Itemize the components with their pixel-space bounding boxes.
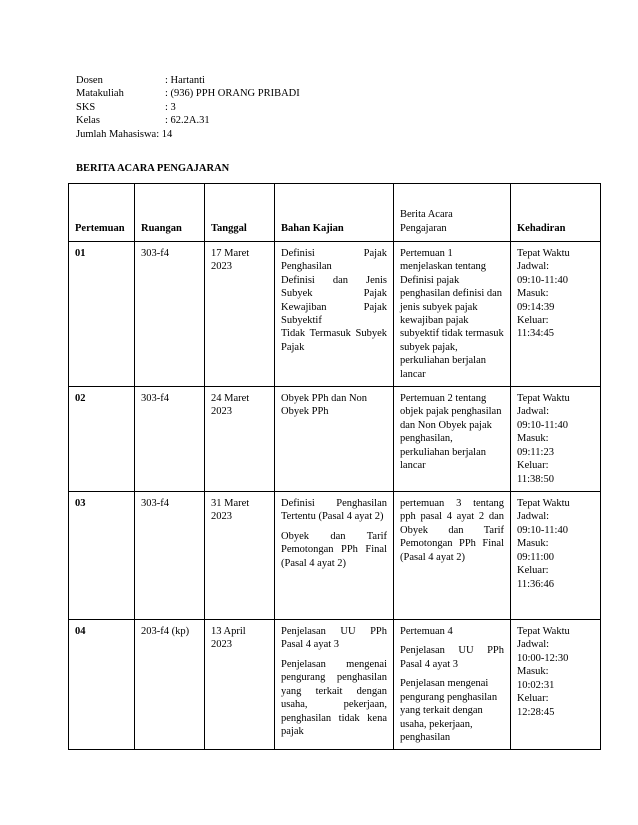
cell-bahan-kajian xyxy=(275,620,394,750)
kehadiran-keluar-value: 11:34:45 xyxy=(517,328,554,340)
cell-pertemuan: 02 xyxy=(69,387,135,492)
teaching-record-table xyxy=(68,183,601,750)
kelas-value: : 62.2A.31 xyxy=(165,115,210,127)
cell-pertemuan: 03 xyxy=(69,492,135,620)
cell-tanggal xyxy=(205,492,275,620)
kehadiran-jadwal-value: 09:10-11:40 xyxy=(517,419,568,431)
cell-bahan-kajian xyxy=(275,387,394,492)
cell-berita-acara xyxy=(394,620,511,750)
info-row-jumlah xyxy=(76,128,300,141)
table-row xyxy=(69,387,601,492)
kehadiran-status: Tepat Waktu xyxy=(517,498,570,510)
cell-ruangan: 303-f4 xyxy=(135,492,205,620)
cell-kehadiran xyxy=(511,242,601,387)
kehadiran-status: Tepat Waktu xyxy=(517,393,570,405)
kehadiran-keluar-label: Keluar: xyxy=(517,565,549,577)
tanggal-year: 2023 xyxy=(211,639,232,651)
table-row xyxy=(69,492,601,620)
kehadiran-masuk-value: 09:14:39 xyxy=(517,301,555,313)
kehadiran-jadwal-value: 09:10-11:40 xyxy=(517,524,568,536)
sks-value: : 3 xyxy=(165,101,176,113)
tanggal-year: 2023 xyxy=(211,261,232,273)
cell-tanggal xyxy=(205,620,275,750)
kehadiran-masuk-label: Masuk: xyxy=(517,666,549,678)
info-row-sks xyxy=(76,101,300,114)
cell-berita-acara: Pertemuan 1 menjelaskan tentang Definisi pajak penghasilan definisi dan jenis subyek pajak kewajiban pajak subyektif tidak termasuk subyek pajak, perkuliahan berjalan lancar xyxy=(394,242,511,387)
table-row xyxy=(69,620,601,750)
matakuliah-value: : (936) PPH ORANG PRIBADI xyxy=(165,88,300,100)
cell-pertemuan: 04 xyxy=(69,620,135,750)
cell-ruangan: 203-f4 (kp) xyxy=(135,620,205,750)
kehadiran-masuk-value: 10:02:31 xyxy=(517,679,555,691)
kehadiran-keluar-value: 11:36:46 xyxy=(517,578,554,590)
tanggal-day: 17 Maret xyxy=(211,248,250,259)
sks-label: SKS xyxy=(76,101,96,113)
bahan-item: Definisi Penghasilan Tertentu (Pasal 4 ayat 2) xyxy=(281,498,387,523)
kehadiran-keluar-value: 11:38:50 xyxy=(517,473,554,485)
cell-berita-acara: pertemuan 3 tentang pph pasal 4 ayat 2 dan Obyek dan Tarif Pemotongan PPh Final (Pasal 4 ayat 2) xyxy=(394,492,511,620)
kehadiran-jadwal-value: 09:10-11:40 xyxy=(517,274,568,286)
tanggal-year: 2023 xyxy=(211,511,232,523)
table-header-row xyxy=(69,184,601,242)
kehadiran-masuk-label: Masuk: xyxy=(517,288,549,300)
kehadiran-keluar-label: Keluar: xyxy=(517,693,549,705)
header-berita-acara-line-2: Pengajaran xyxy=(400,222,447,234)
berita-paragraph: Penjelasan mengenai pengurang penghasilan yang terkait dengan usaha, pekerjaan, penghasilan xyxy=(400,678,498,743)
cell-kehadiran xyxy=(511,620,601,750)
kehadiran-status: Tepat Waktu xyxy=(517,248,570,259)
cell-kehadiran xyxy=(511,492,601,620)
bahan-item: Obyek dan Tarif Pemotongan PPh Final (Pasal 4 ayat 2) xyxy=(281,530,387,569)
kehadiran-status: Tepat Waktu xyxy=(517,626,570,638)
cell-berita-acara: Pertemuan 2 tentang objek pajak penghasilan dan Non Obyek pajak penghasilan, perkuliahan berjalan lancar xyxy=(394,387,511,492)
kehadiran-jadwal-label: Jadwal: xyxy=(517,639,550,651)
cell-ruangan: 303-f4 xyxy=(135,387,205,492)
berita-paragraph: Penjelasan UU PPh Pasal 4 ayat 3 xyxy=(400,645,504,670)
kehadiran-masuk-value: 09:11:00 xyxy=(517,551,554,563)
header-tanggal: Tanggal xyxy=(205,184,275,242)
document-title: BERITA ACARA PENGAJARAN xyxy=(76,163,230,174)
bahan-item: Definisi dan Jenis Subyek Pajak xyxy=(281,274,387,300)
jumlah-label: Jumlah Mahasiswa xyxy=(76,128,157,140)
cell-bahan-kajian xyxy=(275,492,394,620)
bahan-item: Definisi Pajak Penghasilan xyxy=(281,248,387,273)
header-berita-acara xyxy=(394,184,511,242)
jumlah-value: : 14 xyxy=(156,128,173,140)
kehadiran-jadwal-label: Jadwal: xyxy=(517,261,550,273)
kehadiran-keluar-value: 12:28:45 xyxy=(517,706,555,718)
cell-ruangan: 303-f4 xyxy=(135,242,205,387)
kehadiran-keluar-label: Keluar: xyxy=(517,460,549,472)
kehadiran-masuk-label: Masuk: xyxy=(517,538,549,550)
tanggal-day: 24 Maret xyxy=(211,393,250,405)
header-pertemuan: Pertemuan xyxy=(69,184,135,242)
info-row-dosen xyxy=(76,74,300,87)
tanggal-day: 31 Maret xyxy=(211,498,250,510)
cell-tanggal xyxy=(205,242,275,387)
bahan-item: Tidak Termasuk Subyek Pajak xyxy=(281,328,387,353)
bahan-item: Obyek PPh dan Non Obyek PPh xyxy=(281,393,368,418)
kehadiran-masuk-value: 09:11:23 xyxy=(517,446,554,458)
course-info xyxy=(76,74,300,141)
dosen-label: Dosen xyxy=(76,75,103,86)
tanggal-year: 2023 xyxy=(211,406,232,418)
header-berita-acara-line-1: Berita Acara xyxy=(400,209,453,221)
header-kehadiran: Kehadiran xyxy=(511,184,601,242)
table-row xyxy=(69,242,601,387)
tanggal-day: 13 April xyxy=(211,626,246,638)
cell-bahan-kajian xyxy=(275,242,394,387)
header-ruangan: Ruangan xyxy=(135,184,205,242)
header-bahan-kajian: Bahan Kajian xyxy=(275,184,394,242)
kehadiran-jadwal-label: Jadwal: xyxy=(517,511,550,523)
cell-kehadiran xyxy=(511,387,601,492)
matakuliah-label: Matakuliah xyxy=(76,88,124,100)
info-row-matakuliah xyxy=(76,87,300,100)
kehadiran-keluar-label: Keluar: xyxy=(517,315,549,327)
info-row-kelas xyxy=(76,114,300,127)
cell-pertemuan: 01 xyxy=(69,242,135,387)
dosen-value: : Hartanti xyxy=(165,75,205,86)
bahan-item: Penjelasan mengenai pengurang penghasilan yang terkait dengan usaha, pekerjaan, penghasilan tidak kena pajak xyxy=(281,658,387,737)
bahan-item: Kewajiban Pajak Subyektif xyxy=(281,301,387,327)
cell-tanggal xyxy=(205,387,275,492)
bahan-item: Penjelasan UU PPh Pasal 4 ayat 3 xyxy=(281,626,387,651)
kehadiran-jadwal-value: 10:00-12:30 xyxy=(517,652,569,664)
kehadiran-jadwal-label: Jadwal: xyxy=(517,406,550,418)
berita-paragraph: Pertemuan 4 xyxy=(400,626,453,638)
kehadiran-masuk-label: Masuk: xyxy=(517,433,549,445)
kelas-label: Kelas xyxy=(76,115,100,127)
